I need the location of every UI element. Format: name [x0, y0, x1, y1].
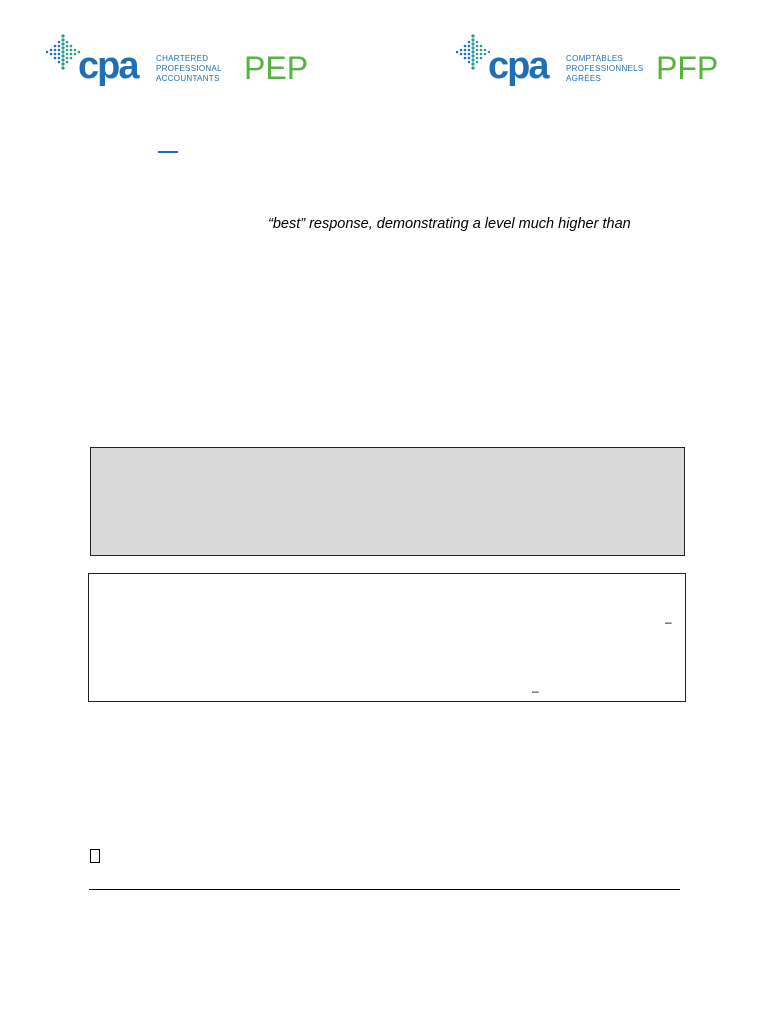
- maple-dot: [61, 66, 64, 69]
- maple-dot: [66, 53, 69, 56]
- maple-dot: [484, 53, 487, 56]
- maple-dot: [54, 49, 57, 52]
- maple-leaf-dots-icon: [456, 34, 490, 74]
- maple-dot: [471, 38, 474, 41]
- maple-dot: [464, 45, 467, 48]
- blue-dash-mark: [158, 151, 178, 153]
- program-code: PEP: [244, 50, 309, 86]
- maple-dot: [70, 53, 73, 56]
- maple-dot: [61, 42, 64, 45]
- maple-dot: [484, 49, 487, 52]
- maple-dot: [58, 57, 61, 60]
- maple-dot: [464, 53, 467, 56]
- maple-dot: [471, 42, 474, 45]
- maple-dot: [471, 66, 474, 69]
- maple-leaf-dots-icon: [46, 34, 80, 74]
- maple-dot: [480, 57, 483, 60]
- maple-dot: [464, 49, 467, 52]
- maple-dot: [70, 45, 73, 48]
- maple-dot: [66, 41, 69, 44]
- italic-body-text: “best” response, demonstrating a level much higher than: [268, 216, 631, 232]
- maple-dot: [471, 34, 474, 37]
- maple-dot: [464, 57, 467, 60]
- program-code: PFP: [656, 50, 719, 86]
- maple-dot: [468, 61, 471, 64]
- maple-dot: [58, 49, 61, 52]
- maple-dot: [476, 61, 479, 64]
- maple-dot: [61, 34, 64, 37]
- maple-dot: [61, 58, 64, 61]
- maple-dot: [54, 53, 57, 56]
- maple-dot: [480, 53, 483, 56]
- maple-dot: [46, 51, 48, 54]
- maple-dot: [471, 54, 474, 57]
- maple-dot: [476, 53, 479, 56]
- maple-dot: [58, 41, 61, 44]
- maple-dot: [61, 54, 64, 57]
- maple-dot: [58, 61, 61, 64]
- cpa-wordmark: cpa: [78, 45, 138, 87]
- maple-dot: [476, 45, 479, 48]
- maple-dot: [456, 51, 458, 54]
- maple-dot: [70, 57, 73, 60]
- maple-dot: [471, 46, 474, 49]
- maple-dot: [480, 49, 483, 52]
- cpa-tagline: COMPTABLES PROFESSIONNELS AGRÉES: [566, 54, 644, 83]
- maple-dot: [460, 53, 463, 56]
- cpa-wordmark: cpa: [488, 45, 548, 87]
- maple-dot: [476, 41, 479, 44]
- maple-dot: [74, 53, 77, 56]
- maple-dot: [460, 49, 463, 52]
- maple-dot: [70, 49, 73, 52]
- maple-dot: [66, 61, 69, 64]
- maple-dot: [61, 62, 64, 65]
- maple-dot: [468, 45, 471, 48]
- maple-dot: [58, 45, 61, 48]
- maple-dot: [476, 49, 479, 52]
- maple-dot: [468, 41, 471, 44]
- maple-dot: [471, 58, 474, 61]
- maple-dot: [74, 49, 77, 52]
- maple-dot: [61, 38, 64, 41]
- dash-mark: –: [532, 684, 539, 698]
- maple-dot: [61, 46, 64, 49]
- bordered-text-box: [88, 573, 686, 702]
- maple-dot: [476, 57, 479, 60]
- maple-dot: [66, 45, 69, 48]
- maple-dot: [480, 45, 483, 48]
- maple-dot: [54, 45, 57, 48]
- maple-dot: [468, 49, 471, 52]
- footer-divider: [89, 889, 680, 890]
- maple-dot: [468, 53, 471, 56]
- maple-dot: [58, 53, 61, 56]
- maple-dot: [54, 57, 57, 60]
- shaded-text-box: [90, 447, 685, 556]
- maple-dot: [50, 49, 53, 52]
- dash-mark: –: [665, 615, 672, 629]
- missing-glyph-icon: [90, 849, 100, 863]
- maple-dot: [471, 62, 474, 65]
- maple-dot: [468, 57, 471, 60]
- maple-dot: [471, 50, 474, 53]
- cpa-tagline: CHARTERED PROFESSIONAL ACCOUNTANTS: [156, 54, 222, 83]
- maple-dot: [66, 57, 69, 60]
- maple-dot: [61, 50, 64, 53]
- maple-dot: [66, 49, 69, 52]
- maple-dot: [50, 53, 53, 56]
